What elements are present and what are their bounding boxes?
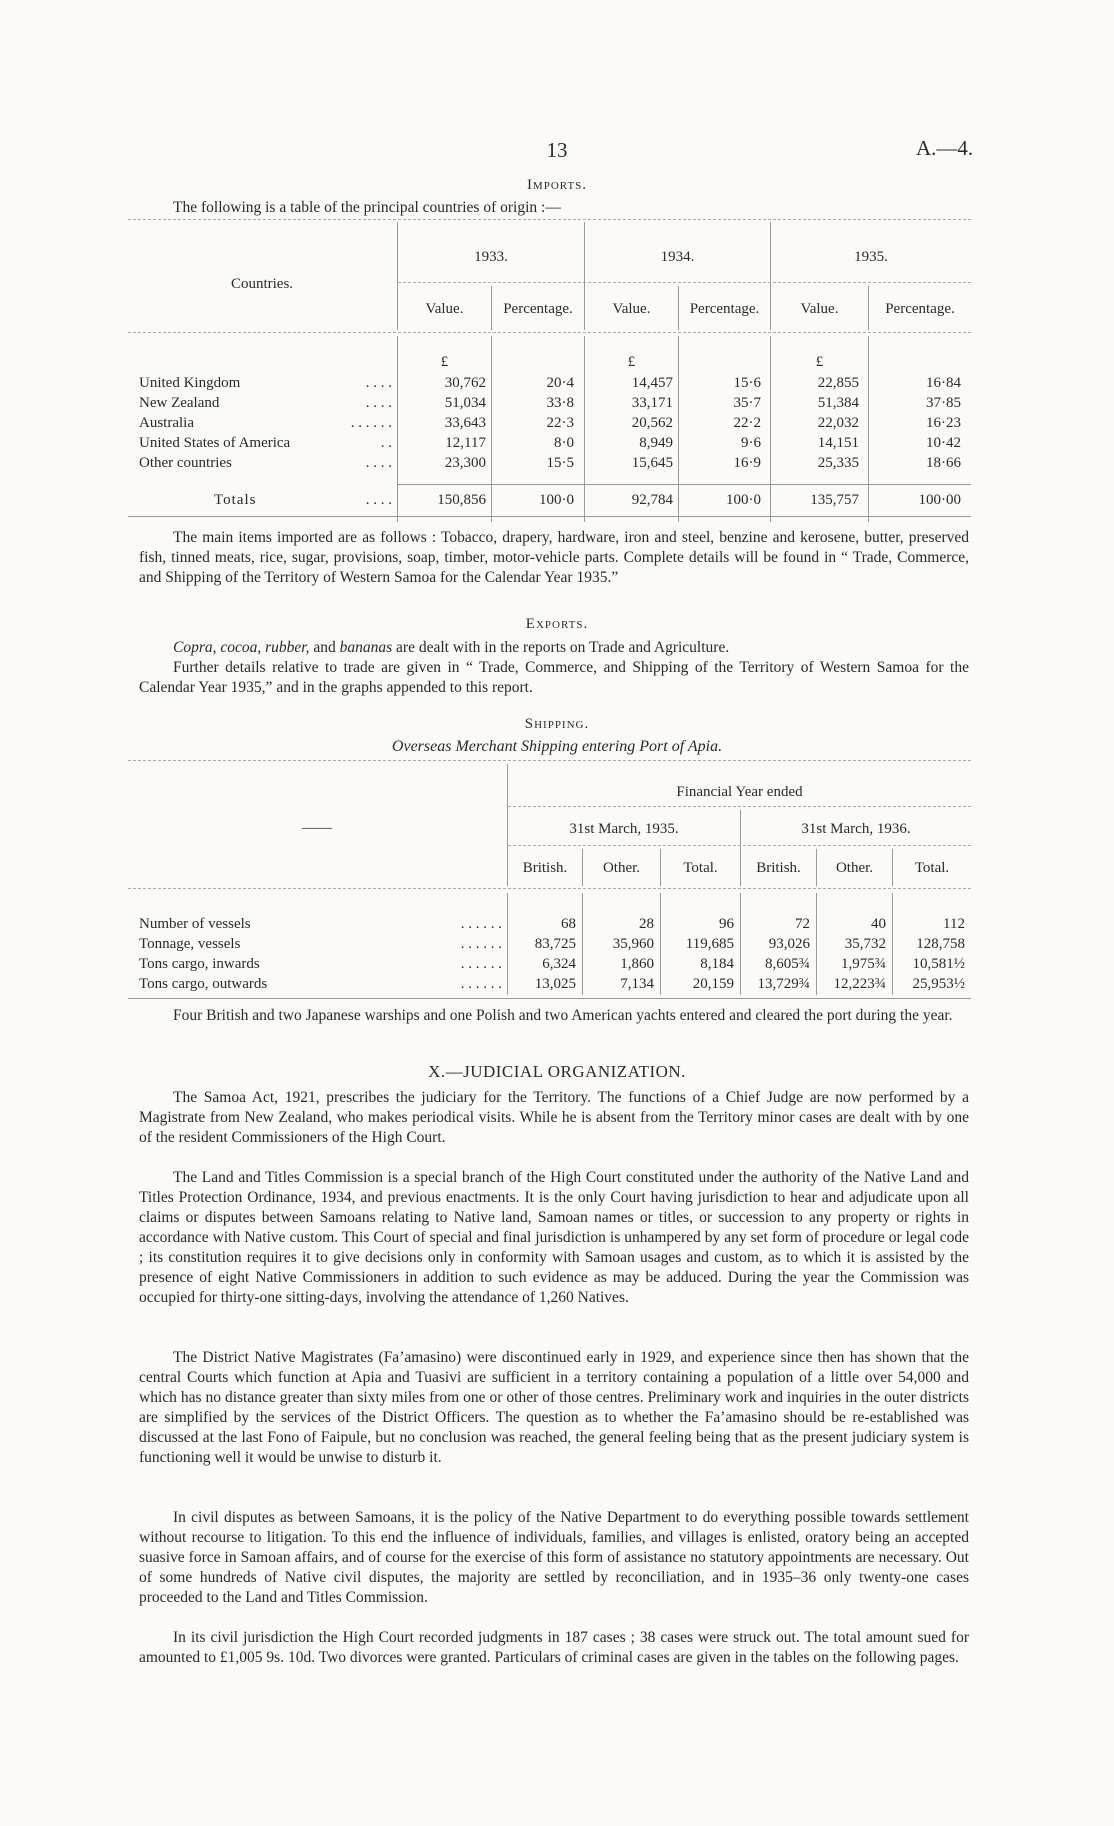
imports-totals-cell: 150,856 xyxy=(437,492,486,508)
imports-row-leader-dots: . . . . xyxy=(365,395,392,411)
shipping-table-cell: 93,026 xyxy=(768,936,810,952)
imports-table-cell: 22,032 xyxy=(817,415,859,431)
imports-row-country: New Zealand xyxy=(139,395,220,411)
imports-table-cell: 20,562 xyxy=(631,415,673,431)
shipping-table-cell: 83,725 xyxy=(534,936,576,952)
shipping-note: Four British and two Japanese warships and one Polish and two American yachts entered and cleared the port during the year. xyxy=(173,1007,953,1024)
shipping-table-cell: 1,860 xyxy=(620,956,654,972)
imports-table-cell: 16·84 xyxy=(926,375,961,391)
imports-table-cell: 51,384 xyxy=(817,395,859,411)
imports-table-cell: 15·5 xyxy=(546,455,574,471)
judicial-paragraph-4: In civil disputes as between Samoans, it is the policy of the Native Department to do everything possible towards settlement without recourse to litigation. To this end the influence of individuals, families, and villages is enlisted, oratory being an accepted suasive force in Samoan affairs, and of course for the exercise of this form of assistance no statutory appointments are necessary. Out of some hundreds of Native civil disputes, the majority are settled by reconciliation, and in 1935–36 only twenty-one cases proceeded to the Land and Titles Commission. xyxy=(139,1509,969,1606)
exports-line2: Further details relative to trade are given in “ Trade, Commerce, and Shipping of the Territory of Western Samoa for the Calendar Year 1935,” and in the graphs appended to this report. xyxy=(139,659,969,696)
shipping-subtitle: Overseas Merchant Shipping entering Port of Apia. xyxy=(391,738,723,755)
shipping-table-cell: 7,134 xyxy=(620,976,654,992)
shipping-row-leader-dots: . . . . . . xyxy=(460,936,502,952)
imports-table-cell: 37·85 xyxy=(926,395,961,411)
imports-table-cell: 23,300 xyxy=(444,455,486,471)
shipping-heading: Shipping. xyxy=(524,716,590,732)
shipping-blank-dash: —— xyxy=(302,820,332,836)
imports-currency-1934: £ xyxy=(627,354,636,370)
shipping-financial-year: Financial Year ended xyxy=(676,784,803,800)
shipping-table-cell: 12,223¾ xyxy=(833,976,886,992)
shipping-column-header: British. xyxy=(756,860,801,876)
exports-heading: Exports. xyxy=(525,616,589,632)
shipping-table-cell: 128,758 xyxy=(916,936,965,952)
shipping-row-label: Tons cargo, outwards xyxy=(139,976,268,992)
imports-table-cell: 12,117 xyxy=(445,435,486,451)
imports-table-cell: 15·6 xyxy=(733,375,761,391)
shipping-period-1935: 31st March, 1935. xyxy=(569,821,679,837)
exports-line1 xyxy=(139,638,969,658)
shipping-table-cell: 6,324 xyxy=(542,956,576,972)
shipping-table-cell: 1,975¾ xyxy=(841,956,886,972)
shipping-row-label: Number of vessels xyxy=(139,916,251,932)
shipping-table-cell: 68 xyxy=(561,916,576,932)
shipping-table-cell: 10,581½ xyxy=(912,956,965,972)
shipping-row-leader-dots: . . . . . . xyxy=(460,976,502,992)
judicial-paragraph-3: The District Native Magistrates (Fa’amasino) were discontinued early in 1929, and experience since then has shown that the central Courts which function at Apia and Tuasivi are sufficient in a territory containing a population of a little over 54,000 and which has no distance greater than sixty miles from one or other of those centres. Preliminary work and inquiries in the outer districts are simplified by the services of the District Officers. The question as to whether the Fa’amasino should be re-established was discussed at the last Fono of Faipule, but no conclusion was reached, the general feeling being that as the present judiciary system is functioning well it would be unwise to disturb it. xyxy=(139,1349,969,1466)
judicial-paragraph-2: The Land and Titles Commission is a special branch of the High Court constituted under the authority of the Native Land and Titles Protection Ordinance, 1934, and previous enactments. It is the only Court having jurisdiction to hear and adjudicate upon all claims or disputes between Samoans relating to Native land, Samoan names or titles, or succession to any property or rights in accordance with Native custom. This Court of special and final jurisdiction is unhampered by any set form of procedure or legal code ; its constitution requires it to give decisions only in conformity with Samoan usages and custom, as to which it is assisted by the presence of eight Native Commissioners in addition to such evidence as may be adduced. During the year the Commission was occupied for thirty-one sitting-days, involving the attendance of 1,260 Natives. xyxy=(139,1169,969,1306)
imports-year-1933: 1933. xyxy=(474,249,508,265)
imports-sub-percentage-1933: Percentage. xyxy=(503,301,573,317)
imports-totals-dots: . . . . xyxy=(365,492,392,508)
imports-table-cell: 33,643 xyxy=(444,415,486,431)
shipping-table-cell: 112 xyxy=(943,916,965,932)
imports-col-countries: Countries. xyxy=(230,276,294,292)
exports-bananas: bananas xyxy=(339,639,393,656)
imports-row-country: Australia xyxy=(139,415,194,431)
imports-totals-cell: 100·00 xyxy=(918,492,961,508)
shipping-table-cell: 119,685 xyxy=(685,936,734,952)
imports-table-cell: 8,949 xyxy=(639,435,673,451)
imports-table-cell: 22·3 xyxy=(546,415,574,431)
imports-table-cell: 16·9 xyxy=(733,455,761,471)
imports-table-cell: 20·4 xyxy=(546,375,574,391)
shipping-row-label: Tonnage, vessels xyxy=(139,936,241,952)
shipping-table-cell: 28 xyxy=(639,916,654,932)
imports-table-cell: 51,034 xyxy=(444,395,486,411)
imports-sub-value-1933: Value. xyxy=(425,301,464,317)
imports-table-cell: 22,855 xyxy=(817,375,859,391)
imports-row-country: Other countries xyxy=(139,455,232,471)
imports-table-cell: 35·7 xyxy=(733,395,761,411)
shipping-table-cell: 35,960 xyxy=(612,936,654,952)
shipping-row-leader-dots: . . . . . . xyxy=(460,956,502,972)
document-reference: A.—4. xyxy=(916,136,974,160)
shipping-column-header: Total. xyxy=(683,860,718,876)
imports-table-cell: 18·66 xyxy=(926,455,961,471)
imports-table-cell: 30,762 xyxy=(444,375,486,391)
imports-year-1935: 1935. xyxy=(854,249,888,265)
imports-table-cell: 25,335 xyxy=(817,455,859,471)
imports-intro: The following is a table of the principal countries of origin :— xyxy=(173,199,561,216)
imports-row-leader-dots: . . . . . . xyxy=(350,415,392,431)
imports-table-cell: 33,171 xyxy=(631,395,673,411)
shipping-column-header: Other. xyxy=(602,860,641,876)
imports-table-cell: 9·6 xyxy=(741,435,761,451)
imports-year-1934: 1934. xyxy=(660,249,695,265)
imports-totals-cell: 100·0 xyxy=(726,492,761,508)
shipping-column-header: Other. xyxy=(835,860,874,876)
imports-row-leader-dots: . . . . xyxy=(365,375,392,391)
shipping-table-cell: 40 xyxy=(871,916,886,932)
imports-table-cell: 10·42 xyxy=(926,435,961,451)
judicial-heading: X.—JUDICIAL ORGANIZATION. xyxy=(428,1062,686,1081)
imports-items-paragraph: The main items imported are as follows : Tobacco, drapery, hardware, iron and steel, benzine and kerosene, butter, preserved fish, tinned meats, rice, sugar, provisions, soap, timber, motor-vehicle parts. Complete details will be found in “ Trade, Commerce, and Shipping of the Territory of Western Samoa for the Calendar Year 1935.” xyxy=(139,529,969,586)
imports-sub-value-1935: Value. xyxy=(800,301,839,317)
shipping-table-cell: 13,025 xyxy=(534,976,576,992)
exports-and: and xyxy=(309,639,340,656)
imports-row-leader-dots: . . . . xyxy=(365,455,392,471)
imports-totals-cell: 135,757 xyxy=(810,492,859,508)
shipping-table-cell: 96 xyxy=(719,916,734,932)
judicial-paragraph-1: The Samoa Act, 1921, prescribes the judiciary for the Territory. The functions of a Chief Judge are now performed by a Magistrate from New Zealand, who makes periodical visits. While he is absent from the Territory minor cases are dealt with by one of the resident Commissioners of the High Court. xyxy=(139,1089,969,1146)
imports-totals-label: Totals xyxy=(214,492,257,508)
shipping-row-label: Tons cargo, inwards xyxy=(139,956,260,972)
imports-table-cell: 8·0 xyxy=(554,435,574,451)
imports-row-leader-dots: . . xyxy=(380,435,392,451)
imports-sub-value-1934: Value. xyxy=(612,301,651,317)
imports-table-cell: 16·23 xyxy=(926,415,961,431)
imports-table-cell: 22·2 xyxy=(733,415,761,431)
imports-row-country: United Kingdom xyxy=(139,375,241,391)
exports-line1-rest: are dealt with in the reports on Trade and Agriculture. xyxy=(392,639,730,656)
shipping-table-cell: 35,732 xyxy=(844,936,886,952)
imports-totals-cell: 92,784 xyxy=(631,492,673,508)
shipping-table-cell: 25,953½ xyxy=(912,976,965,992)
imports-table-cell: 14,151 xyxy=(817,435,859,451)
imports-heading: Imports. xyxy=(526,177,588,193)
imports-currency-1935: £ xyxy=(815,354,824,370)
page-number: 13 xyxy=(546,138,568,162)
imports-totals-cell: 100·0 xyxy=(539,492,574,508)
shipping-table-cell: 72 xyxy=(795,916,810,932)
shipping-row-leader-dots: . . . . . . xyxy=(460,916,502,932)
shipping-table-cell: 13,729¾ xyxy=(757,976,810,992)
imports-table-cell: 33·8 xyxy=(546,395,574,411)
shipping-table-cell: 8,184 xyxy=(700,956,734,972)
judicial-paragraph-5: In its civil jurisdiction the High Court recorded judgments in 187 cases ; 38 cases were struck out. The total amount sued for amounted to £1,005 9s. 10d. Two divorces were granted. Particulars of criminal cases are given in the tables on the following pages. xyxy=(139,1629,969,1666)
imports-sub-percentage-1934: Percentage. xyxy=(689,301,760,317)
imports-currency-1933: £ xyxy=(440,354,449,370)
shipping-column-header: Total. xyxy=(914,860,950,876)
imports-row-country: United States of America xyxy=(139,435,291,451)
shipping-table-cell: 20,159 xyxy=(692,976,734,992)
shipping-period-1936: 31st March, 1936. xyxy=(801,821,911,837)
shipping-table-cell: 8,605¾ xyxy=(765,956,810,972)
imports-table-cell: 14,457 xyxy=(631,375,673,391)
imports-sub-percentage-1935: Percentage. xyxy=(885,301,955,317)
imports-table-cell: 15,645 xyxy=(631,455,673,471)
exports-commodities: Copra, cocoa, rubber, xyxy=(173,639,310,656)
shipping-column-header: British. xyxy=(522,860,568,876)
